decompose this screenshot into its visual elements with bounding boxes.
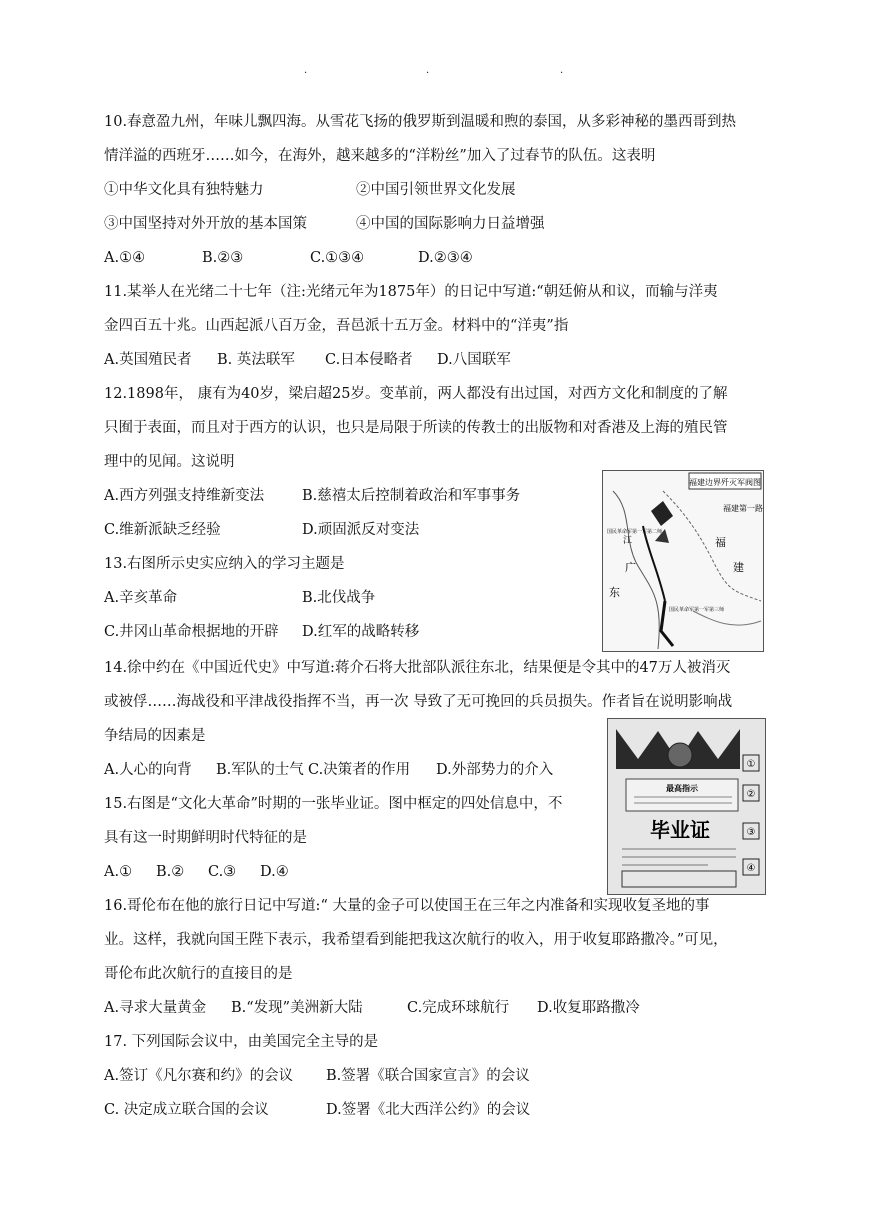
q10-option-c: C.①③④ xyxy=(310,250,365,266)
portrait-emblem xyxy=(668,743,692,767)
q13-options-row-2 xyxy=(104,622,419,642)
map-label: 建 xyxy=(733,561,744,574)
q17-options-row-1 xyxy=(104,1066,530,1086)
q11-stem-line-2: 金四百五十兆。山西起派八百万金，吾邑派十五万金。材料中的“洋夷”指 xyxy=(104,318,569,334)
cert-mark: ④ xyxy=(746,863,756,874)
q12-option-a: A.西方列强支持维新变法 xyxy=(104,488,265,504)
certificate-svg xyxy=(608,719,765,894)
q17-option-b: B.签署《联合国家宣言》的会议 xyxy=(326,1068,530,1084)
map-label: 江 xyxy=(623,536,633,546)
q13-options-row-1 xyxy=(104,588,375,608)
q16-options xyxy=(104,998,640,1018)
q16-option-a: A.寻求大量黄金 xyxy=(104,1000,207,1016)
map-label: 国民革命军第一军第三师 xyxy=(669,607,725,613)
q11-options xyxy=(104,350,511,370)
q12-option-b: B.慈禧太后控制着政治和军事事务 xyxy=(302,488,521,504)
q17-option-a: A.签订《凡尔赛和约》的会议 xyxy=(104,1068,294,1084)
q14-option-b: B.军队的士气 xyxy=(216,762,304,778)
q12-option-d: D.顽固派反对变法 xyxy=(302,522,420,538)
q13-option-c: C.井冈山革命根据地的开辟 xyxy=(104,624,279,640)
q13-option-d: D.红军的战略转移 xyxy=(302,624,420,640)
q12-stem-line-1: 12.1898年， 康有为40岁，梁启超25岁。变革前，两人都没有出过国，对西方文化和制度的了解 xyxy=(104,386,728,402)
header-dot: . xyxy=(426,65,430,76)
map-title: 福建边界歼灭军阀图 xyxy=(689,478,761,487)
q15-stem-line-1: 15.右图是“文化大革命”时期的一张毕业证。图中框定的四处信息中，不 xyxy=(104,796,563,812)
q16-stem-line-1: 16.哥伦布在他的旅行日记中写道:“ 大量的金子可以使国王在三年之内准备和实现收复圣地的事 xyxy=(104,898,710,914)
q14-stem-line-3: 争结局的因素是 xyxy=(104,728,206,744)
header-dot: . xyxy=(304,65,308,76)
q11-option-c: C.日本侵略者 xyxy=(325,352,413,368)
q17-option-d: D.签署《北大西洋公约》的会议 xyxy=(326,1102,531,1118)
header-dot: . xyxy=(560,65,564,76)
q16-stem-line-3: 哥伦布此次航行的直接目的是 xyxy=(104,966,293,982)
q13-option-b: B.北伐战争 xyxy=(302,590,376,606)
q10-options xyxy=(104,248,473,268)
q10-option-d: D.②③④ xyxy=(418,250,473,266)
q16-option-c: C.完成环球航行 xyxy=(407,1000,510,1016)
q15-option-c: C.③ xyxy=(208,864,237,880)
cert-mark: ① xyxy=(746,759,756,770)
cert-mark: ② xyxy=(746,789,756,800)
q14-options xyxy=(104,760,553,780)
map-label: 广 xyxy=(625,561,636,574)
q12-option-c: C.维新派缺乏经验 xyxy=(104,522,221,538)
q14-option-c: C.决策者的作用 xyxy=(308,762,411,778)
q12-options-row-1 xyxy=(104,486,520,506)
q14-stem-line-2: 或被俘……海战役和平津战役指挥不当，再一次 导致了无可挽回的兵员损失。作者旨在说明影响战 xyxy=(104,694,733,710)
q10-item-1: ①中华文化具有独特魅力 xyxy=(104,182,264,198)
q14-stem-line-1: 14.徐中约在《中国近代史》中写道:蒋介石将大批部队派往东北，结果便是令其中的47万人被消灭 xyxy=(104,660,731,676)
map-svg xyxy=(603,471,763,651)
header-dots xyxy=(0,66,869,78)
q11-option-a: A.英国殖民者 xyxy=(104,352,192,368)
q10-items-row-1 xyxy=(104,180,516,200)
q17-options-row-2 xyxy=(104,1100,530,1120)
q12-stem-line-2: 只囿于表面，而且对于西方的认识，也只是局限于所读的传教士的出版物和对香港及上海的殖民管 xyxy=(104,420,728,436)
q10-item-4: ④中国的国际影响力日益增强 xyxy=(356,216,545,232)
q16-option-d: D.收复耶路撒冷 xyxy=(537,1000,640,1016)
q12-stem-line-3: 理中的见闻。这说明 xyxy=(104,454,235,470)
q16-option-b: B.“发现”美洲新大陆 xyxy=(231,1000,363,1016)
map-label: 福 xyxy=(715,536,726,549)
cert-mark: ③ xyxy=(746,827,756,838)
certificate-figure xyxy=(607,718,766,895)
q11-stem-line-1: 11.某举人在光绪二十七年（注:光绪元年为1875年）的日记中写道:“朝廷俯从和议，而输与洋夷 xyxy=(104,284,718,300)
q13-stem: 13.右图所示史实应纳入的学习主题是 xyxy=(104,556,345,572)
q10-stem-line-2: 情洋溢的西班牙……如今，在海外，越来越多的“洋粉丝”加入了过春节的队伍。这表明 xyxy=(104,148,656,164)
q15-options xyxy=(104,862,289,882)
map-label: 福建第一路 xyxy=(723,504,763,513)
q11-option-d: D.八国联军 xyxy=(437,352,511,368)
q12-options-row-2 xyxy=(104,520,419,540)
q13-option-a: A.辛亥革命 xyxy=(104,590,178,606)
q10-option-b: B.②③ xyxy=(202,250,244,266)
q14-option-a: A.人心的向背 xyxy=(104,762,192,778)
q15-stem-line-2: 具有这一时期鲜明时代特征的是 xyxy=(104,830,307,846)
q17-option-c: C. 决定成立联合国的会议 xyxy=(104,1102,269,1118)
map-label: 东 xyxy=(609,586,620,599)
q16-stem-line-2: 业。这样，我就向国王陛下表示，我希望看到能把我这次航行的收入，用于收复耶路撒冷。”可见， xyxy=(104,932,728,948)
map-figure xyxy=(602,470,764,652)
q10-stem-line-1: 10.春意盈九州，年味儿飘四海。从雪花飞扬的俄罗斯到温暖和煦的泰国，从多彩神秘的墨西哥到热 xyxy=(104,114,737,130)
map-label: 国民革命军第一军第二师 xyxy=(607,529,663,535)
cert-title: 毕业证 xyxy=(650,818,710,842)
q15-option-d: D.④ xyxy=(260,864,289,880)
cert-heading: 最高指示 xyxy=(666,784,698,793)
q14-option-d: D.外部势力的介入 xyxy=(436,762,554,778)
q15-option-b: B.② xyxy=(156,864,185,880)
q10-item-2: ②中国引领世界文化发展 xyxy=(356,182,516,198)
q10-option-a: A.①④ xyxy=(104,250,146,266)
q11-option-b: B. 英法联军 xyxy=(217,352,295,368)
q10-item-3: ③中国坚持对外开放的基本国策 xyxy=(104,216,307,232)
q10-items-row-2 xyxy=(104,214,545,234)
q15-option-a: A.① xyxy=(104,864,133,880)
q17-stem: 17. 下列国际会议中，由美国完全主导的是 xyxy=(104,1034,379,1050)
